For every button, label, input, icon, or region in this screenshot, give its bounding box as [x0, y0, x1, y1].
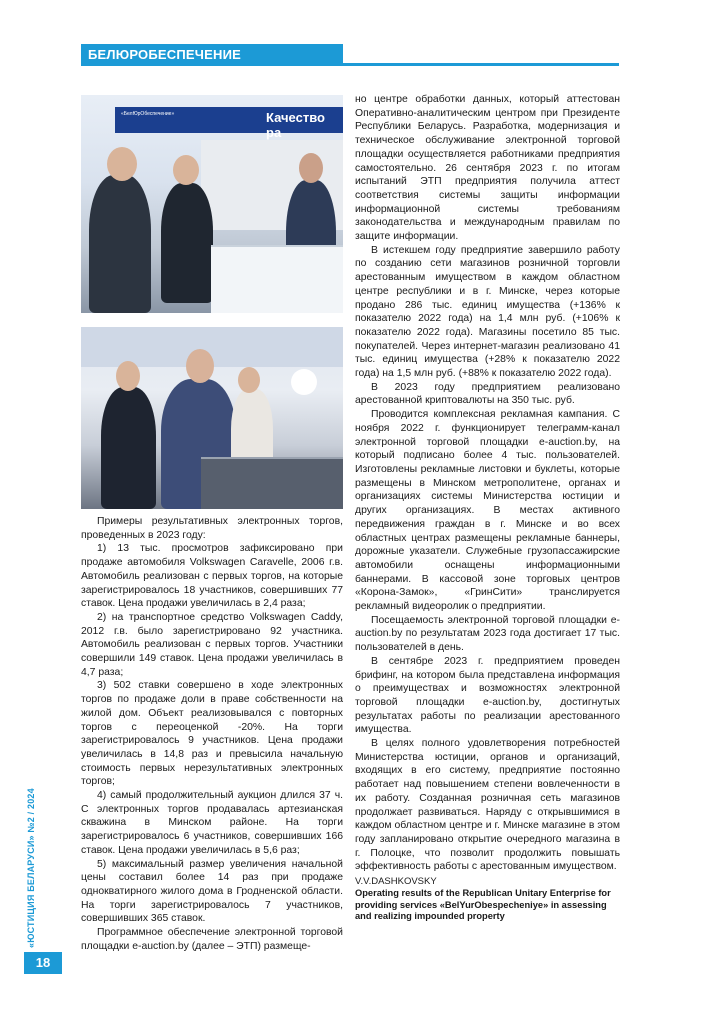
- paragraph: 5) максимальный размер увеличения начальной цены составил более 14 раз при продаже однокватирного жилого дома в Гродненской области. На торги зарегистрировалось 7 участников, совершивших 365 ставок.: [81, 858, 343, 925]
- person-woman-head: [186, 349, 214, 383]
- journal-name: «ЮСТИЦИЯ БЕЛАРУСИ» №2 / 2024: [26, 788, 36, 948]
- store-sign-text: Качество ра: [266, 110, 325, 140]
- english-summary: Operating results of the Republican Unitary Enterprise for providing services «BelYurObespecheniye» in assessing and realizing impounded property: [355, 888, 611, 922]
- person-2-head: [173, 155, 199, 185]
- paragraph: Примеры результативных электронных торгов, проведенных в 2023 году:: [81, 516, 343, 541]
- paragraph: В истекшем году предприятие завершило работу по созданию сети магазинов розничной торговли арестованным имуществом в каждом областном центре республики и в г. Минске, через которые продано 286 тыс. единиц имущества (+136% к показателю 2022 года) на 1,4 млн руб. (+106% к показателю 2022 года). Магазины посетило 85 тыс. покупателей. Через интернет-магазин реализовано 41 тыс. единиц имущества (+28% к показателю 2022 года) на 1,5 млн руб. (+88% к показателю 2022 года).: [355, 244, 620, 380]
- person-uniform: [101, 387, 156, 509]
- paragraph: 2) на транспортное средство Volkswagen Caddy, 2012 г.в. было зарегистрировано 92 участника. Автомобиль реализован с первых торгов. Участники совершили 149 ставок. Цена продажи увеличилась в 4,7 раза;: [81, 611, 343, 678]
- paragraph: В целях полного удовлетворения потребностей Министерства юстиции, органов и организаций, входящих в его систему, предприятие постоянно работает над повышением степени вовлеченности в их работу. Созданная розничная сеть магазинов продолжает развиваться. Наряду с открывшимися в каждом областном центре и г. Минске магазине в этом году запланировано открытие очередного магазина в г. Полоцке, что позволит продолжить повышать эффективность работы с арестованным имуществом.: [355, 738, 620, 873]
- paragraph: Проводится комплексная рекламная кампания. С ноября 2022 г. функционирует телеграмм-канал электронной торговой площадки e-auction.by, на который подписано более 4 тыс. пользователей. Изготовлены рекламные листовки и буклеты, которые размещены в Минском метрополитене, органах и организациях системы Министерства юстиции и других организациях. В местах активного передвижения граждан в г. Минске и во всех областных центрах размещены рекламные баннеры, дорожные указатели. Служебные грузопассажирские автомобили оснащены информационными баннерами. В кассовой зоне торговых центров «Корона-Замок», «ГринСити» транслируется рекламный видеоролик о предприятии.: [355, 409, 620, 613]
- header-rule: [343, 63, 619, 66]
- photo-store-tour: [81, 327, 343, 509]
- person-3-head: [299, 153, 323, 183]
- paragraph: 1) 13 тыс. просмотров зафиксировано при продаже автомобиля Volkswagen Caravelle, 2006 г.в. Автомобиль реализован с первых торгов, на которые зарегистрировалось 18 участников, совершивших 77 ставок. Цена продажи увеличилась в 2,4 раза;: [81, 543, 343, 610]
- paragraph: Посещаемость электронной торговой площадки e-auction.by по результатам 2023 года достигает 17 тыс. пользователей в день.: [355, 614, 620, 654]
- photo-store-visit: [81, 95, 343, 313]
- person-uniform-head: [116, 361, 140, 391]
- person-1: [89, 175, 151, 313]
- paragraph: В сентябре 2023 г. предприятием проведен брифинг, на котором была представлена информация о преимуществах и возможностях электронной торговой площадки e-auction.by, достигнутых результатах работы по реализации арестованного имущества.: [355, 655, 620, 736]
- glass-counter: [211, 245, 343, 313]
- balloon: [291, 369, 317, 395]
- section-title: БЕЛЮРОБЕСПЕЧЕНИЕ: [88, 47, 241, 62]
- author-name: V.V.DASHKOVSKY: [355, 876, 437, 888]
- left-column: [81, 515, 343, 954]
- paragraph: 4) самый продолжительный аукцион длился 37 ч. С электронных торгов продавалась артезианская скважина в Минском районе. На торги зарегистрировалось 6 участников, совершивших 166 ставок. Цена продажи увеличилась в 5,6 раз;: [81, 790, 343, 856]
- person-3b-head: [238, 367, 260, 393]
- display-counter: [201, 457, 343, 509]
- paragraph: но центре обработки данных, который аттестован Оперативно-аналитическим центром при Президенте Республики Беларусь. Разработка, модернизация и техническое обслуживание электронной торговой площадки осуществляется работниками предприятия самостоятельно. 26 сентября 2023 г. по итогам испытаний ЭТП предприятия получила аттест соответствия системы защиты информации информационной системы требованиям законодательства и международным правилам по защите информации.: [355, 94, 620, 243]
- person-2: [161, 183, 213, 303]
- right-column: [355, 93, 620, 923]
- store-logo-text: «БелЮрОбеспечение»: [121, 111, 175, 117]
- paragraph: 3) 502 ставки совершено в ходе электронных торгов по продаже доли в праве собственности на жилой дом. Объект реализовывался с повторных торгов с переоценкой -20%. На торги зарегистрировалось 9 участников. Цена продажи увеличилась в 14,8 раз и превысила начальную стоимость первых нерезультативных электронных торгов;: [81, 680, 343, 788]
- page-number: 18: [35, 955, 51, 970]
- person-1-head: [107, 147, 137, 181]
- paragraph: В 2023 году предприятием реализовано арестованной криптовалюты на 350 тыс. руб.: [355, 381, 620, 407]
- paragraph: Программное обеспечение электронной торговой площадки e-auction.by (далее – ЭТП) размеще-: [81, 927, 343, 952]
